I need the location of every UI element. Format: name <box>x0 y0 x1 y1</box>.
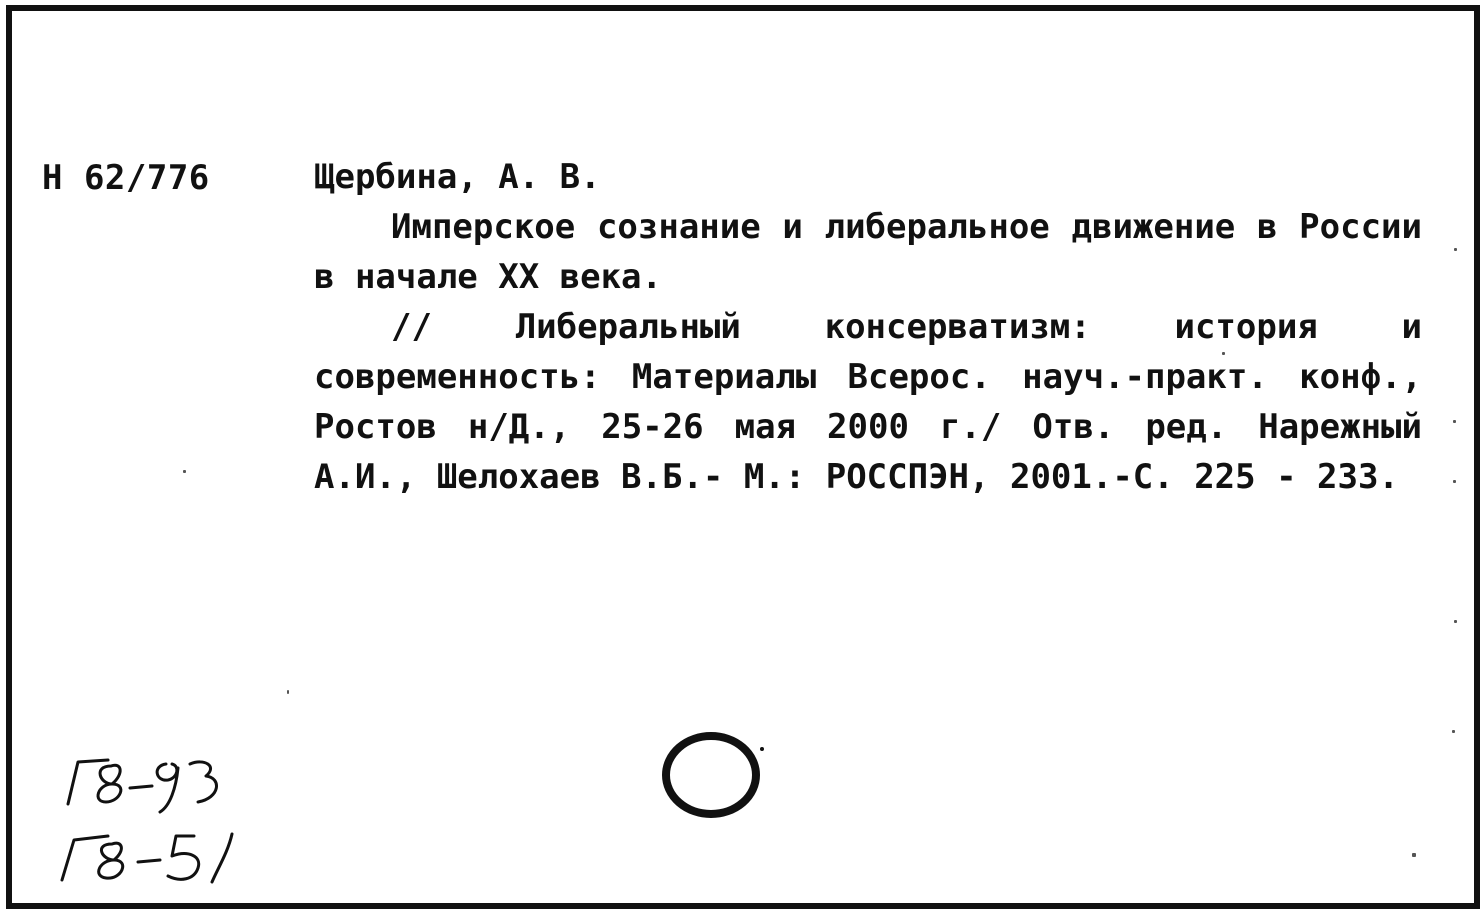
paper-speck <box>1453 420 1456 423</box>
bibliographic-entry <box>314 152 1422 502</box>
paper-speck <box>1222 352 1225 355</box>
paper-speck <box>1452 730 1455 733</box>
paper-speck <box>287 690 289 694</box>
punch-hole-icon <box>658 727 768 827</box>
paper-speck <box>1454 620 1457 623</box>
paper-speck <box>183 470 186 473</box>
shelf-mark: Н 62/776 <box>42 158 210 198</box>
title-block: Имперское сознание и либеральное движение в России в начале XX века. <box>314 207 1422 297</box>
paper-speck <box>1454 248 1457 251</box>
handwritten-notes <box>48 752 288 892</box>
source-block: // Либеральный консерватизм: история и современность: Материалы Всерос. науч.-практ. конф., Ростов н/Д., 25-26 мая 2000 г./ Отв. ред. Нарежный А.И., Шелохаев В.Б.- М.: РОССПЭН, 2001.-С. 225 - 233. <box>314 307 1422 497</box>
author-name: Щербина, А. В. <box>314 157 601 197</box>
paper-speck <box>1453 480 1456 483</box>
paper-speck <box>1412 853 1416 857</box>
